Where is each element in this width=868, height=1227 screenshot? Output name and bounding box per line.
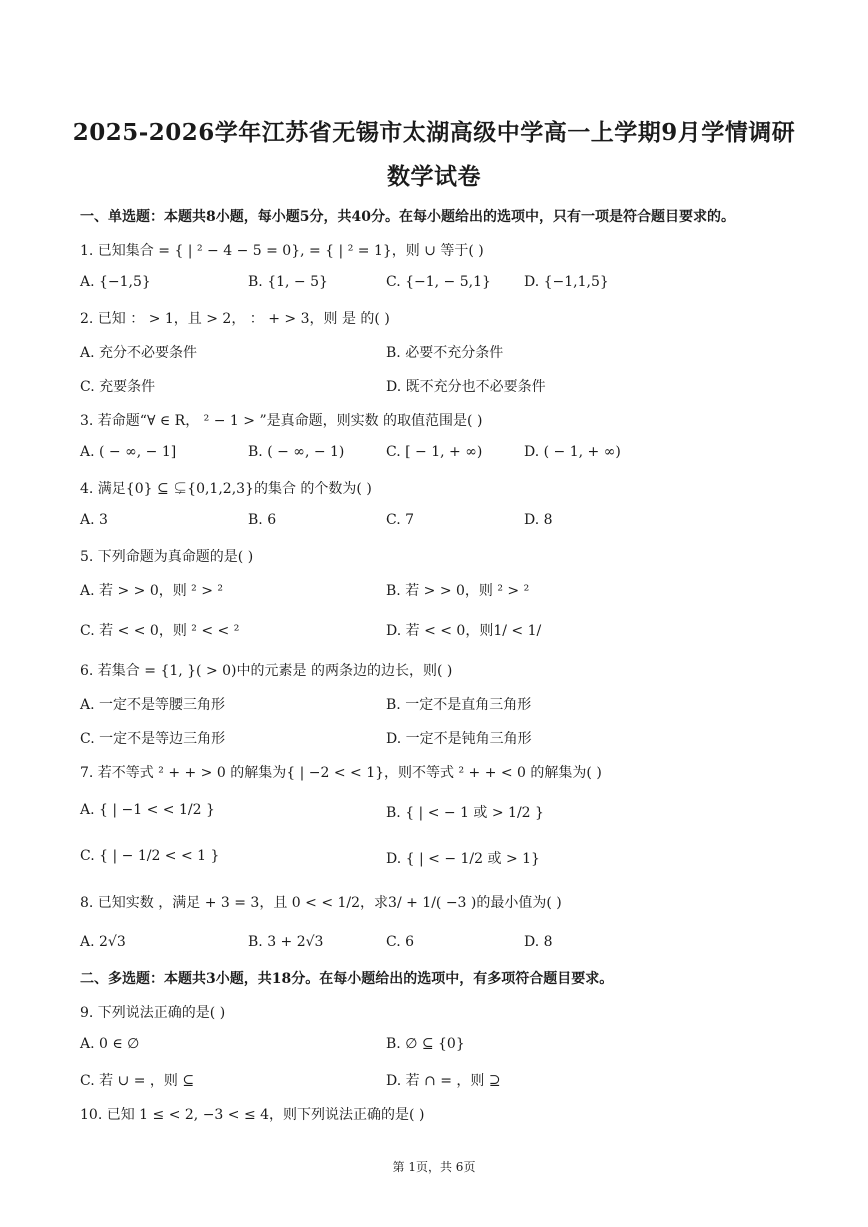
q6-option-b: B. 一定不是直角三角形 [386, 697, 532, 713]
q6-option-c: C. 一定不是等边三角形 [80, 731, 226, 747]
q1-option-a: A. {−1,5} [80, 274, 151, 290]
q9-option-a: A. 0 ∈ ∅ [80, 1036, 140, 1052]
question-8: 8. 已知实数 ，满足 + 3 = 3，且 0 < < 1/2，求3/ + 1/( −3 )的最小值为( ) [80, 895, 562, 911]
q2-option-a: A. 充分不必要条件 [80, 345, 198, 361]
question-1: 1. 已知集合 = { | ² − 4 − 5 = 0}, = { | ² = 1}，则 ∪ 等于( ) [80, 243, 484, 259]
q9-option-b: B. ∅ ⊆ {0} [386, 1036, 465, 1052]
question-3: 3. 若命题“∀ ∈ R， ² − 1 > ”是真命题，则实数 的取值范围是( ) [80, 413, 483, 429]
q3-option-c: C. [ − 1, + ∞) [386, 444, 483, 460]
q5-option-b: B. 若 > > 0，则 ² > ² [386, 583, 530, 599]
q3-option-a: A. ( − ∞, − 1] [80, 444, 177, 460]
question-6: 6. 若集合 = {1, }( > 0)中的元素是 的两条边的边长，则( ) [80, 663, 453, 679]
q6-option-a: A. 一定不是等腰三角形 [80, 697, 226, 713]
q8-option-c: C. 6 [386, 934, 415, 950]
q8-option-d: D. 8 [524, 934, 553, 950]
exam-title: 2025-2026学年江苏省无锡市太湖高级中学高一上学期9月学情调研 [72, 119, 796, 146]
question-4: 4. 满足{0} ⊆ ⊊{0,1,2,3}的集合 的个数为( ) [80, 481, 372, 497]
q8-option-a: A. 2√3 [80, 934, 126, 950]
page-footer: 第 1页，共 6页 [392, 1160, 476, 1174]
section-single-choice: 一、单选题：本题共8小题，每小题5分，共40分。在每小题给出的选项中，只有一项是符合题目要求的。 [80, 209, 735, 225]
q2-option-c: C. 充要条件 [80, 379, 156, 395]
question-10: 10. 已知 1 ≤ < 2, −3 < ≤ 4，则下列说法正确的是( ) [80, 1107, 425, 1123]
q3-option-d: D. ( − 1, + ∞) [524, 444, 621, 460]
q3-option-b: B. ( − ∞, − 1) [248, 444, 345, 460]
q9-option-d: D. 若 ∩ = ，则 ⊇ [386, 1073, 501, 1089]
q4-option-d: D. 8 [524, 512, 553, 528]
q6-option-d: D. 一定不是钝角三角形 [386, 731, 532, 747]
q4-option-a: A. 3 [80, 512, 108, 528]
q5-option-a: A. 若 > > 0，则 ² > ² [80, 583, 224, 599]
q7-option-d: D. { | < − 1/2 或 > 1} [386, 851, 540, 867]
q7-option-c: C. { | − 1/2 < < 1 } [80, 848, 220, 864]
q7-option-b: B. { | < − 1 或 > 1/2 } [386, 805, 544, 821]
q1-option-d: D. {−1,1,5} [524, 274, 609, 290]
question-9: 9. 下列说法正确的是( ) [80, 1005, 226, 1021]
q4-option-b: B. 6 [248, 512, 277, 528]
question-2: 2. 已知 ： > 1，且 > 2， ： + > 3，则 是 的( ) [80, 311, 390, 327]
question-7: 7. 若不等式 ² + + > 0 的解集为{ | −2 < < 1}，则不等式 ² + + < 0 的解集为( ) [80, 765, 602, 781]
q4-option-c: C. 7 [386, 512, 415, 528]
q5-option-d: D. 若 < < 0，则1/ < 1/ [386, 623, 542, 639]
q9-option-c: C. 若 ∪ = ，则 ⊆ [80, 1073, 195, 1089]
q8-option-b: B. 3 + 2√3 [248, 934, 324, 950]
q2-option-d: D. 既不充分也不必要条件 [386, 379, 546, 395]
q2-option-b: B. 必要不充分条件 [386, 345, 504, 361]
q1-option-b: B. {1, − 5} [248, 274, 328, 290]
question-5: 5. 下列命题为真命题的是( ) [80, 549, 254, 565]
section-multiple-choice: 二、多选题：本题共3小题，共18分。在每小题给出的选项中，有多项符合题目要求。 [80, 971, 614, 987]
exam-subtitle: 数学试卷 [387, 163, 481, 190]
q5-option-c: C. 若 < < 0，则 ² < < ² [80, 623, 240, 639]
q7-option-a: A. { | −1 < < 1/2 } [80, 802, 215, 818]
q1-option-c: C. {−1, − 5,1} [386, 274, 491, 290]
